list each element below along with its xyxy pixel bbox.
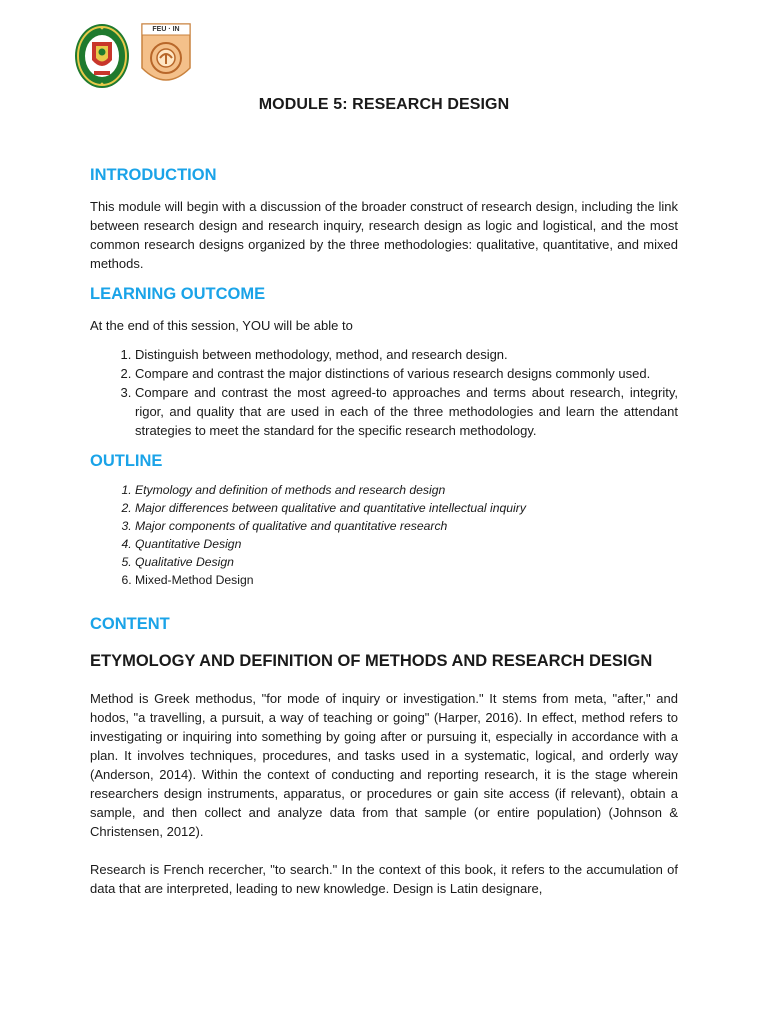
learning-outcome-lead: At the end of this session, YOU will be able to bbox=[90, 318, 353, 333]
list-item: 3. Major components of qualitative and quantitative research bbox=[135, 517, 678, 535]
list-item: 1. Distinguish between methodology, method, and research design. bbox=[135, 345, 678, 364]
header-logos bbox=[74, 22, 192, 90]
research-paragraph: Research is French recercher, "to search." In the context of this book, it refers to the accumulation of data that are interpreted, leading to new knowledge. Design is Latin designare, bbox=[90, 862, 678, 896]
feu-logo-label: FEU · IN bbox=[152, 26, 180, 33]
university-seal-logo bbox=[74, 22, 130, 90]
list-item: 2. Major differences between qualitative and quantitative intellectual inquiry bbox=[135, 499, 678, 517]
content-heading: CONTENT bbox=[90, 615, 170, 633]
list-item: 6. Mixed-Method Design bbox=[135, 571, 678, 589]
learning-outcome-heading: LEARNING OUTCOME bbox=[90, 285, 266, 303]
learning-outcome-list bbox=[90, 345, 678, 440]
list-item: 4. Quantitative Design bbox=[135, 535, 678, 553]
list-item: 1. Etymology and definition of methods and research design bbox=[135, 481, 678, 499]
list-item: 3. Compare and contrast the most agreed-to approaches and terms about research, integrity, rigor, and quality that are used in each of the three methodologies and learn the attendant strategies to meet the standard for the specific research methodology. bbox=[135, 383, 678, 440]
introduction-heading: INTRODUCTION bbox=[90, 166, 217, 184]
outline-list bbox=[90, 481, 678, 589]
page-title: MODULE 5: RESEARCH DESIGN bbox=[258, 96, 510, 113]
document-body bbox=[90, 94, 678, 898]
list-item: 2. Compare and contrast the major distinctions of various research designs commonly used. bbox=[135, 364, 678, 383]
introduction-paragraph: This module will begin with a discussion of the broader construct of research design, including the link between research design and research inquiry, research design as logic and logistical, and the most common research designs organized by the three methodologies: qualitative, quantitative, and mixed methods. bbox=[90, 199, 678, 271]
etymology-subheading: ETYMOLOGY AND DEFINITION OF METHODS AND RESEARCH DESIGN bbox=[90, 652, 653, 670]
outline-heading: OUTLINE bbox=[90, 452, 163, 470]
method-paragraph: Method is Greek methodus, "for mode of inquiry or investigation." It stems from meta, "after," and hodos, "a travelling, a pursuit, a way of teaching or going" (Harper, 2016). In effect, method refers to investigating or inquiring into something by going after or pursuing it, especially in accordance with a plan. It involves techniques, procedures, and tasks used in a systematic, logical, and orderly way (Anderson, 2014). Within the context of conducting and reporting research, it is the stage wherein researchers design instruments, apparatus, or procedures or gain site access (if relevant), obtain a sample, and then collect and analyze data from that sample (or entire population) (Johnson & Christensen, 2012). bbox=[90, 691, 678, 839]
list-item: 5. Qualitative Design bbox=[135, 553, 678, 571]
